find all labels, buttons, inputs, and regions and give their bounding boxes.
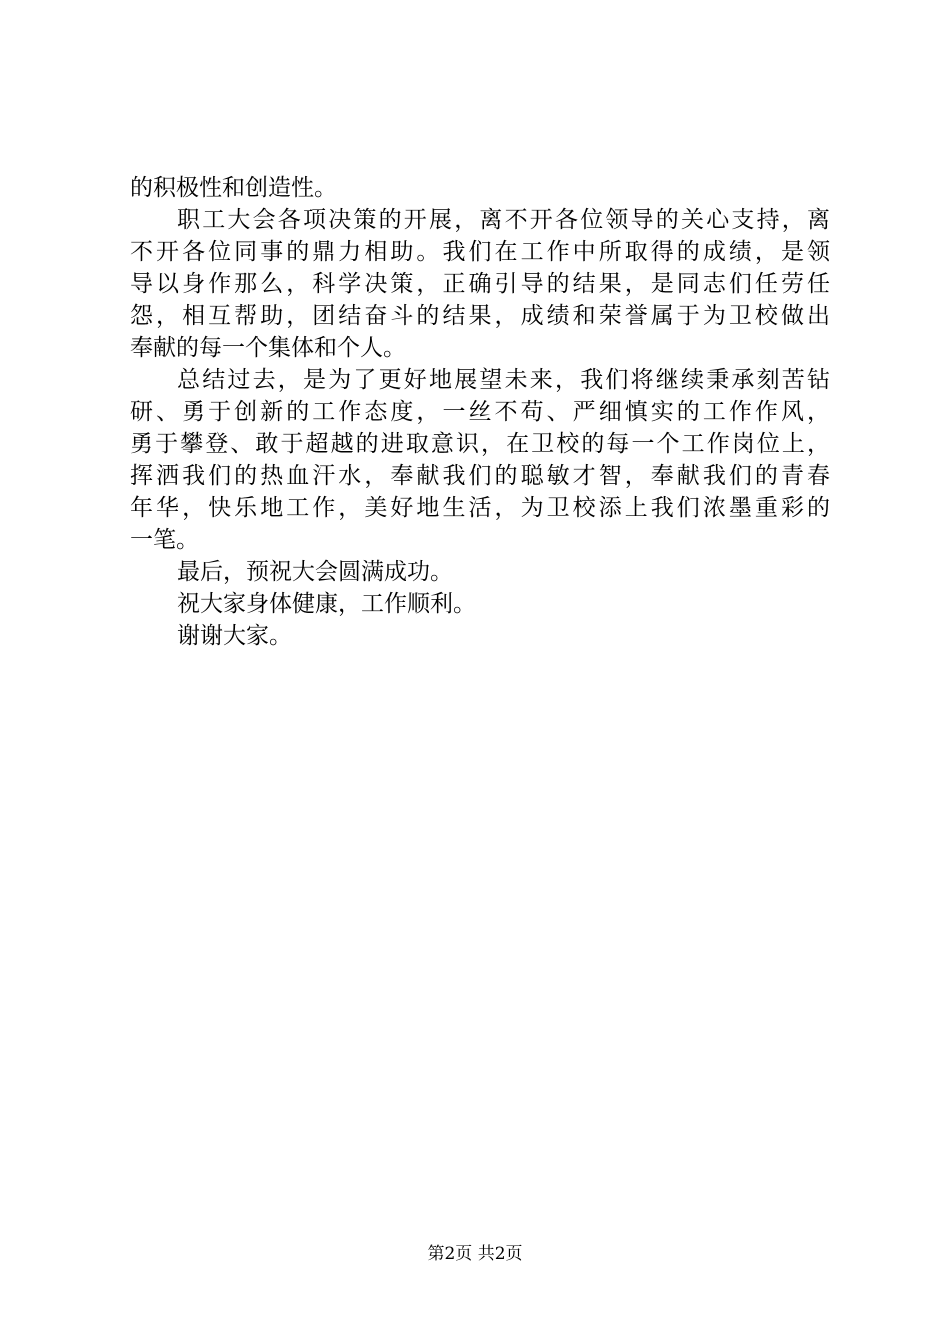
text-line: 一笔。 xyxy=(130,527,199,553)
document-body xyxy=(130,172,830,652)
text-line: 不开各位同事的鼎力相助。我们在工作中所取得的成绩，是领 xyxy=(130,239,830,265)
text-line: 奉献的每一个集体和个人。 xyxy=(130,335,406,361)
text-line: 最后，预祝大会圆满成功。 xyxy=(177,559,453,585)
text-line: 研、勇于创新的工作态度，一丝不苟、严细慎实的工作作风， xyxy=(130,399,830,425)
text-line: 总结过去，是为了更好地展望未来，我们将继续秉承刻苦钻 xyxy=(177,367,830,393)
text-line: 祝大家身体健康，工作顺利。 xyxy=(177,591,476,617)
page-number-footer: 第2页 共2页 xyxy=(427,1244,523,1264)
text-line: 勇于攀登、敢于超越的进取意识，在卫校的每一个工作岗位上， xyxy=(130,431,830,457)
text-line: 挥洒我们的热血汗水，奉献我们的聪敏才智，奉献我们的青春 xyxy=(130,463,830,489)
text-line: 导以身作那么，科学决策，正确引导的结果，是同志们任劳任 xyxy=(130,271,830,297)
text-line: 职工大会各项决策的开展，离不开各位领导的关心支持，离 xyxy=(177,207,830,233)
text-line: 怨，相互帮助，团结奋斗的结果，成绩和荣誉属于为卫校做出 xyxy=(130,303,830,329)
text-line: 的积极性和创造性。 xyxy=(130,175,337,201)
text-line: 年华，快乐地工作，美好地生活，为卫校添上我们浓墨重彩的 xyxy=(130,495,830,521)
text-line: 谢谢大家。 xyxy=(177,623,292,649)
